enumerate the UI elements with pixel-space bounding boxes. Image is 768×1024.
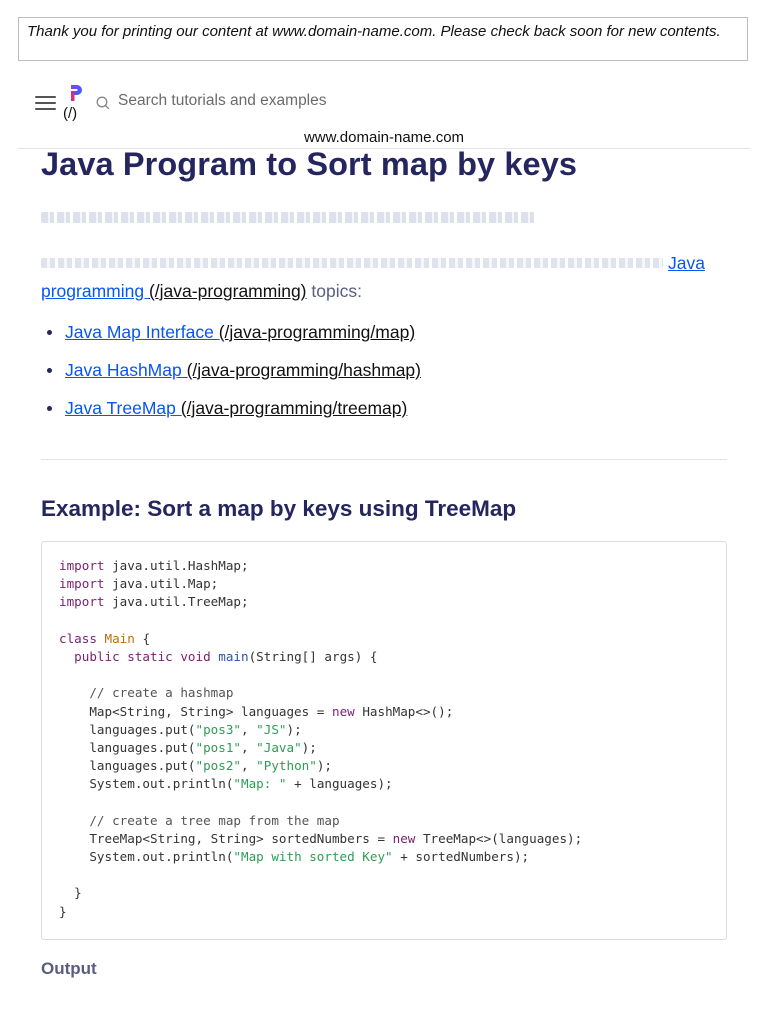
code-line: [59, 612, 582, 630]
search-icon: [95, 95, 111, 111]
blurred-intro-text: [41, 212, 537, 223]
print-banner-text: Thank you for printing our content at www.domain-name.com. Please check back soon for new contents.: [27, 23, 721, 40]
topic-list: [41, 318, 421, 432]
list-item: [41, 318, 421, 356]
code-block[interactable]: [41, 541, 727, 940]
code-line: public static void main(String[] args) {: [74, 648, 378, 664]
java-programming-link-part1[interactable]: Java: [668, 253, 705, 273]
print-banner: [18, 17, 748, 61]
list-item: [41, 356, 421, 394]
domain-label: www.domain-name.com: [303, 129, 465, 146]
topic-link-map-interface[interactable]: Java Map Interface: [65, 322, 219, 342]
code-line: System.out.println("Map with sorted Key" + sortedNumbers);: [89, 849, 530, 864]
topic-link-hashmap[interactable]: Java HashMap: [65, 360, 187, 380]
section-divider: [41, 459, 727, 460]
code-line: languages.put("pos2", "Python");: [89, 758, 333, 774]
topic-path[interactable]: (/java-programming/map): [218, 322, 416, 342]
bullet-icon: [47, 406, 52, 411]
code-line: // create a tree map from the map: [89, 812, 340, 828]
bullet-icon: [47, 368, 52, 373]
code-line: [59, 866, 582, 884]
logo-link-text[interactable]: (/): [63, 105, 78, 122]
page-title: Java Program to Sort map by keys: [41, 146, 578, 182]
code-line: [59, 793, 582, 811]
code-line: languages.put("pos1", "Java");: [89, 739, 317, 755]
prereq-line-1: [668, 253, 705, 274]
code-text: [59, 557, 582, 921]
prereq-line-2: [41, 281, 362, 302]
code-line: Map<String, String> languages = new HashMap<>();: [89, 703, 454, 719]
code-line: [59, 666, 582, 684]
code-line: languages.put("pos3", "JS");: [89, 721, 302, 737]
topics-suffix: topics:: [306, 281, 362, 301]
blurred-prereq-text: [41, 258, 663, 268]
search-input[interactable]: Search tutorials and examples: [118, 92, 327, 109]
bullet-icon: [47, 330, 52, 335]
topic-path[interactable]: (/java-programming/treemap): [180, 398, 408, 418]
list-item: [41, 394, 421, 432]
java-programming-link-part2[interactable]: programming: [41, 281, 149, 301]
menu-icon[interactable]: [35, 96, 56, 110]
code-line: }: [74, 885, 82, 901]
code-line: import java.util.TreeMap;: [59, 594, 249, 610]
code-line: TreeMap<String, String> sortedNumbers = new TreeMap<>(languages);: [89, 830, 583, 846]
code-line: class Main {: [59, 630, 151, 646]
example-title: Example: Sort a map by keys using TreeMap: [41, 496, 517, 521]
code-line: }: [59, 903, 67, 919]
topic-link-treemap[interactable]: Java TreeMap: [65, 398, 181, 418]
topic-path[interactable]: (/java-programming/hashmap): [186, 360, 421, 380]
java-programming-path[interactable]: (/java-programming): [148, 281, 307, 301]
code-line: import java.util.Map;: [59, 576, 219, 592]
output-heading: Output: [41, 959, 97, 978]
code-line: System.out.println("Map: " + languages);: [89, 776, 393, 792]
code-line: import java.util.HashMap;: [59, 558, 249, 573]
code-line: // create a hashmap: [89, 685, 234, 701]
